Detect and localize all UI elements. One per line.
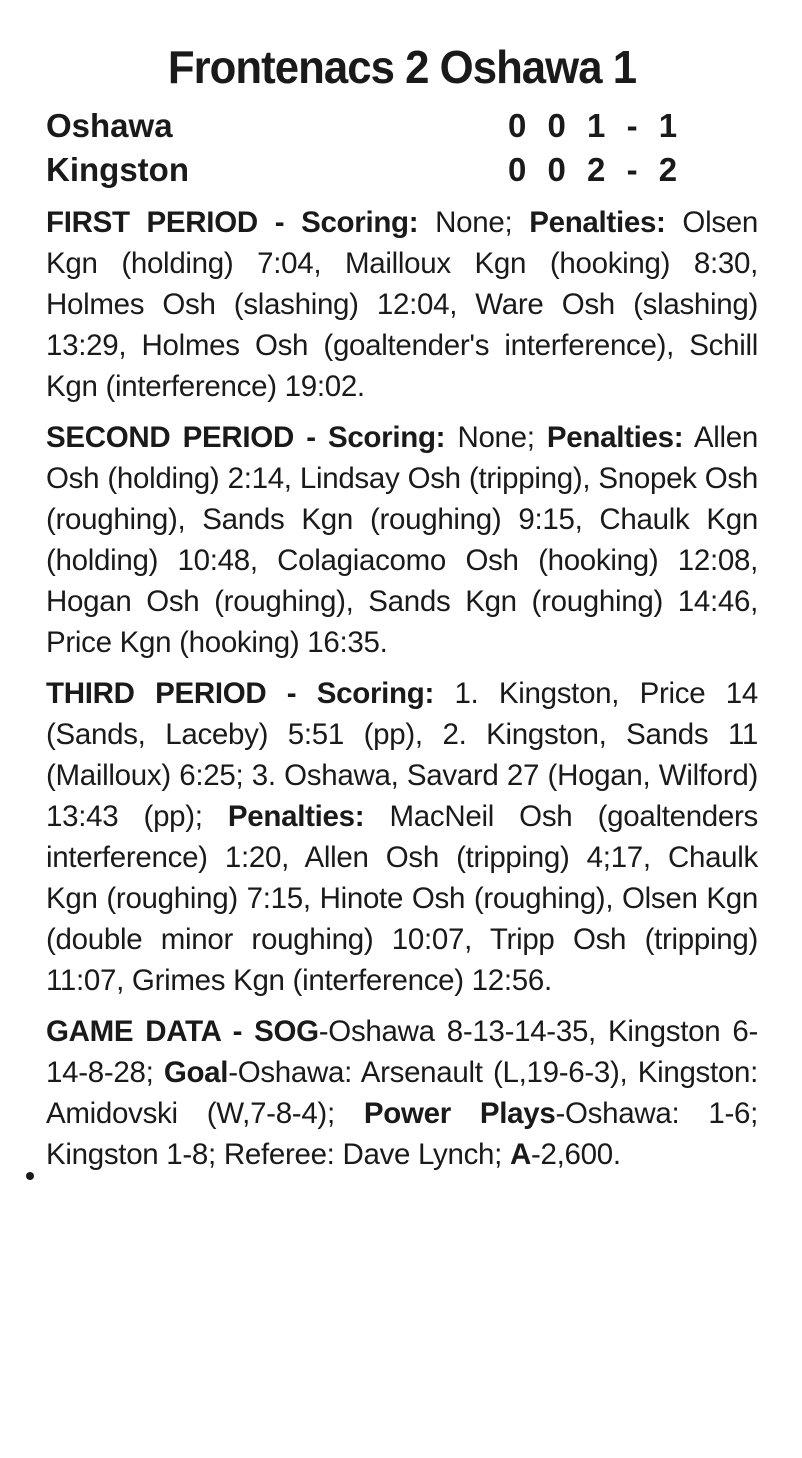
period-scores: 0 0 1 - 1 — [508, 107, 684, 144]
scoring-label: Scoring: — [316, 677, 435, 710]
penalties-text: Allen Osh (holding) 2:14, Lindsay Osh (tripping), Snopek Osh (roughing), Sands Kgn (roughing) 9:15, Chaulk Kgn (holding) 10:48, Colagiacomo Osh (hooking) 12:08, Hogan Osh (roughing), Sands Kgn (roughing) 14:46, Price Kgn (hooking) 16:35. — [46, 421, 758, 659]
period-scores: 0 0 2 - 2 — [508, 151, 684, 188]
line-score-row — [46, 104, 758, 148]
penalties-text: Olsen Kgn (holding) 7:04, Mailloux Kgn (hooking) 8:30, Holmes Osh (slashing) 12:04, Ware Osh (slashing) 13:29, Holmes Osh (goaltender's interference), Schill Kgn (interference) 19:02. — [46, 206, 758, 403]
goal-label: Goal — [163, 1056, 229, 1089]
boxscore-clipping — [46, 40, 758, 1175]
attendance-text: -2,600. — [530, 1138, 621, 1171]
section-heading: GAME DATA - — [46, 1015, 255, 1048]
section-heading: FIRST PERIOD - — [46, 206, 302, 239]
penalties-label: Penalties: — [227, 800, 365, 833]
line-score-row — [46, 148, 758, 192]
section-heading: THIRD PERIOD - — [46, 677, 317, 710]
power-plays-text: -Oshawa: 1-6; Kingston 1-8; Referee: Dave Lynch; — [46, 1097, 758, 1171]
penalties-label: Penalties: — [546, 421, 684, 454]
line-score — [46, 104, 758, 192]
third-period-summary — [46, 673, 758, 1001]
penalties-label: Penalties: — [529, 206, 666, 239]
scoring-text: 1. Kingston, Price 14 (Sands, Laceby) 5:51 (pp), 2. Kingston, Sands 11 (Mailloux) 6:25; 3. Oshawa, Savard 27 (Hogan, Wilford) 13:43 (pp); — [46, 677, 758, 833]
second-period-summary — [46, 417, 758, 663]
first-period-summary — [46, 202, 758, 407]
penalties-text: MacNeil Osh (goaltenders interference) 1:20, Allen Osh (tripping) 4;17, Chaulk Kgn (roughing) 7:15, Hinote Osh (roughing), Olsen Kgn (double minor roughing) 10:07, Tripp Osh (tripping) 11:07, Grimes Kgn (interference) 12:56. — [46, 800, 758, 997]
headline: Frontenacs 2 Oshawa 1 — [167, 41, 637, 93]
game-data-summary — [46, 1011, 758, 1175]
section-heading: SECOND PERIOD - — [46, 421, 328, 454]
print-speck — [26, 1172, 34, 1180]
scoring-label: Scoring: — [301, 206, 419, 239]
attendance-label: A — [509, 1138, 531, 1171]
scoring-text: None; — [445, 421, 547, 454]
power-plays-label: Power Plays — [363, 1097, 556, 1130]
scoring-label: Scoring: — [327, 421, 446, 454]
team-name: Kingston — [46, 151, 189, 188]
team-name: Oshawa — [46, 107, 173, 144]
scoring-text: None; — [418, 206, 530, 239]
sog-text: -Oshawa 8-13-14-35, Kingston 6-14-8-28; — [46, 1015, 758, 1089]
goal-text: -Oshawa: Arsenault (L,19-6-3), Kingston: Amidovski (W,7-8-4); — [46, 1056, 759, 1130]
sog-label: SOG — [254, 1015, 319, 1048]
